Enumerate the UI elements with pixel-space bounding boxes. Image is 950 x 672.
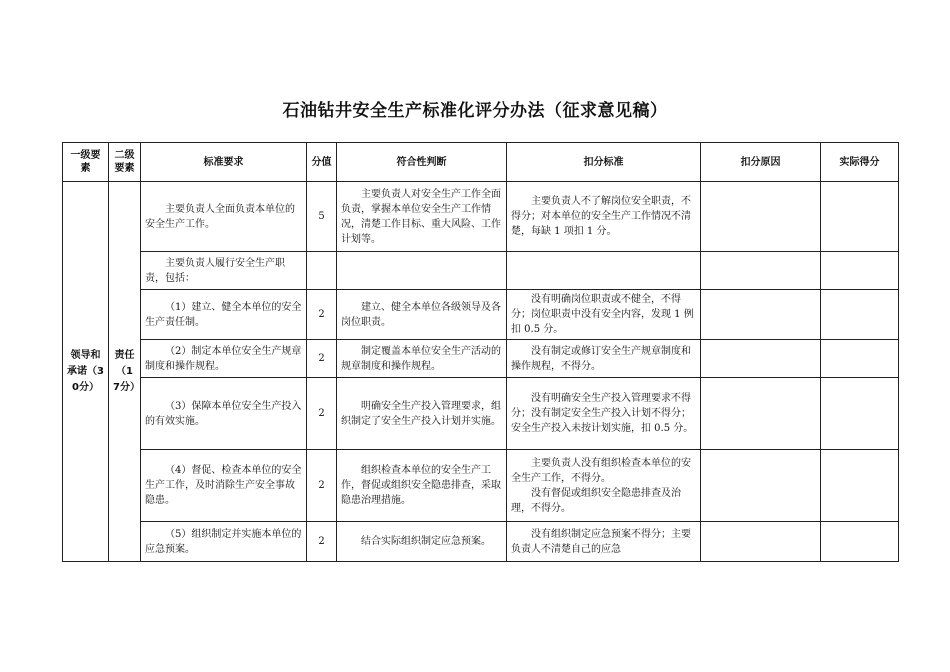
reason-cell bbox=[701, 378, 821, 450]
table-row bbox=[63, 450, 899, 522]
table-row bbox=[63, 340, 899, 378]
level1-element: 领导和承诺（30分） bbox=[63, 182, 109, 562]
deduction-line: 主要负责人没有组织检查本单位的安全生产工作，不得分。 bbox=[511, 457, 691, 484]
header-conformity: 符合性判断 bbox=[337, 143, 507, 182]
header-row bbox=[63, 143, 899, 182]
header-deduction: 扣分标准 bbox=[507, 143, 701, 182]
header-requirement: 标准要求 bbox=[141, 143, 307, 182]
header-actual: 实际得分 bbox=[821, 143, 899, 182]
reason-cell bbox=[701, 340, 821, 378]
deduction-cell bbox=[507, 290, 701, 340]
requirement-cell: （1）建立、健全本单位的安全生产责任制。 bbox=[141, 290, 307, 340]
score-cell: 2 bbox=[307, 340, 337, 378]
deduction-line: 没有组织制定应急预案不得分；主要负责人不清楚自己的应急 bbox=[511, 528, 691, 555]
deduction-cell bbox=[507, 340, 701, 378]
requirement-cell: （5）组织制定并实施本单位的应急预案。 bbox=[141, 522, 307, 562]
table-row bbox=[63, 182, 899, 252]
header-reason: 扣分原因 bbox=[701, 143, 821, 182]
deduction-cell bbox=[507, 252, 701, 290]
conformity-cell: 组织检查本单位的安全生产工作，督促或组织安全隐患排查，采取隐患治理措施。 bbox=[337, 450, 507, 522]
level2-element: 责任（17分） bbox=[109, 182, 141, 562]
actual-score-cell bbox=[821, 378, 899, 450]
deduction-cell bbox=[507, 522, 701, 562]
requirement-cell: （2）制定本单位安全生产规章制度和操作规程。 bbox=[141, 340, 307, 378]
actual-score-cell bbox=[821, 182, 899, 252]
score-cell: 2 bbox=[307, 450, 337, 522]
deduction-line: 主要负责人不了解岗位安全职责，不得分；对本单位的安全生产工作情况不清楚，每缺 1 项扣 1 分。 bbox=[511, 196, 691, 237]
deduction-line: 没有督促或组织安全隐患排查及治理，不得分。 bbox=[511, 487, 681, 514]
actual-score-cell bbox=[821, 252, 899, 290]
requirement-cell: （3）保障本单位安全生产投入的有效实施。 bbox=[141, 378, 307, 450]
deduction-line: 没有明确安全生产投入管理要求不得分；没有制定安全生产投入计划不得分；安全生产投入未按计划实施，扣 0.5 分。 bbox=[511, 393, 694, 434]
header-level2: 二级要素 bbox=[109, 143, 141, 182]
conformity-cell bbox=[337, 252, 507, 290]
actual-score-cell bbox=[821, 522, 899, 562]
table-row bbox=[63, 522, 899, 562]
deduction-line: 没有制定或修订安全生产规章制度和操作规程，不得分。 bbox=[511, 345, 691, 372]
score-cell: 2 bbox=[307, 290, 337, 340]
requirement-cell: （4）督促、检查本单位的安全生产工作，及时消除生产安全事故隐患。 bbox=[141, 450, 307, 522]
reason-cell bbox=[701, 522, 821, 562]
table-row bbox=[63, 290, 899, 340]
conformity-cell: 制定覆盖本单位安全生产活动的规章制度和操作规程。 bbox=[337, 340, 507, 378]
deduction-cell bbox=[507, 450, 701, 522]
header-level1: 一级要素 bbox=[63, 143, 109, 182]
reason-cell bbox=[701, 290, 821, 340]
requirement-cell: 主要负责人履行安全生产职责，包括： bbox=[141, 252, 307, 290]
actual-score-cell bbox=[821, 450, 899, 522]
table-row bbox=[63, 378, 899, 450]
deduction-line: 没有明确岗位职责或不健全，不得分；岗位职责中没有安全内容，发现 1 例扣 0.5 分。 bbox=[511, 294, 694, 335]
actual-score-cell bbox=[821, 340, 899, 378]
conformity-cell: 主要负责人对安全生产工作全面负责，掌握本单位安全生产工作情况，清楚工作目标、重大风险、工作计划等。 bbox=[337, 182, 507, 252]
deduction-cell bbox=[507, 182, 701, 252]
reason-cell bbox=[701, 182, 821, 252]
table-row bbox=[63, 252, 899, 290]
score-cell: 2 bbox=[307, 378, 337, 450]
reason-cell bbox=[701, 252, 821, 290]
document-title: 石油钻井安全生产标准化评分办法（征求意见稿） bbox=[282, 101, 668, 121]
reason-cell bbox=[701, 450, 821, 522]
conformity-cell: 结合实际组织制定应急预案。 bbox=[337, 522, 507, 562]
requirement-cell: 主要负责人全面负责本单位的安全生产工作。 bbox=[141, 182, 307, 252]
conformity-cell: 建立、健全本单位各级领导及各岗位职责。 bbox=[337, 290, 507, 340]
score-cell: 5 bbox=[307, 182, 337, 252]
score-cell: 2 bbox=[307, 522, 337, 562]
deduction-cell bbox=[507, 378, 701, 450]
conformity-cell: 明确安全生产投入管理要求，组织制定了安全生产投入计划并实施。 bbox=[337, 378, 507, 450]
actual-score-cell bbox=[821, 290, 899, 340]
scoring-table bbox=[62, 142, 899, 562]
score-cell bbox=[307, 252, 337, 290]
header-score: 分值 bbox=[307, 143, 337, 182]
